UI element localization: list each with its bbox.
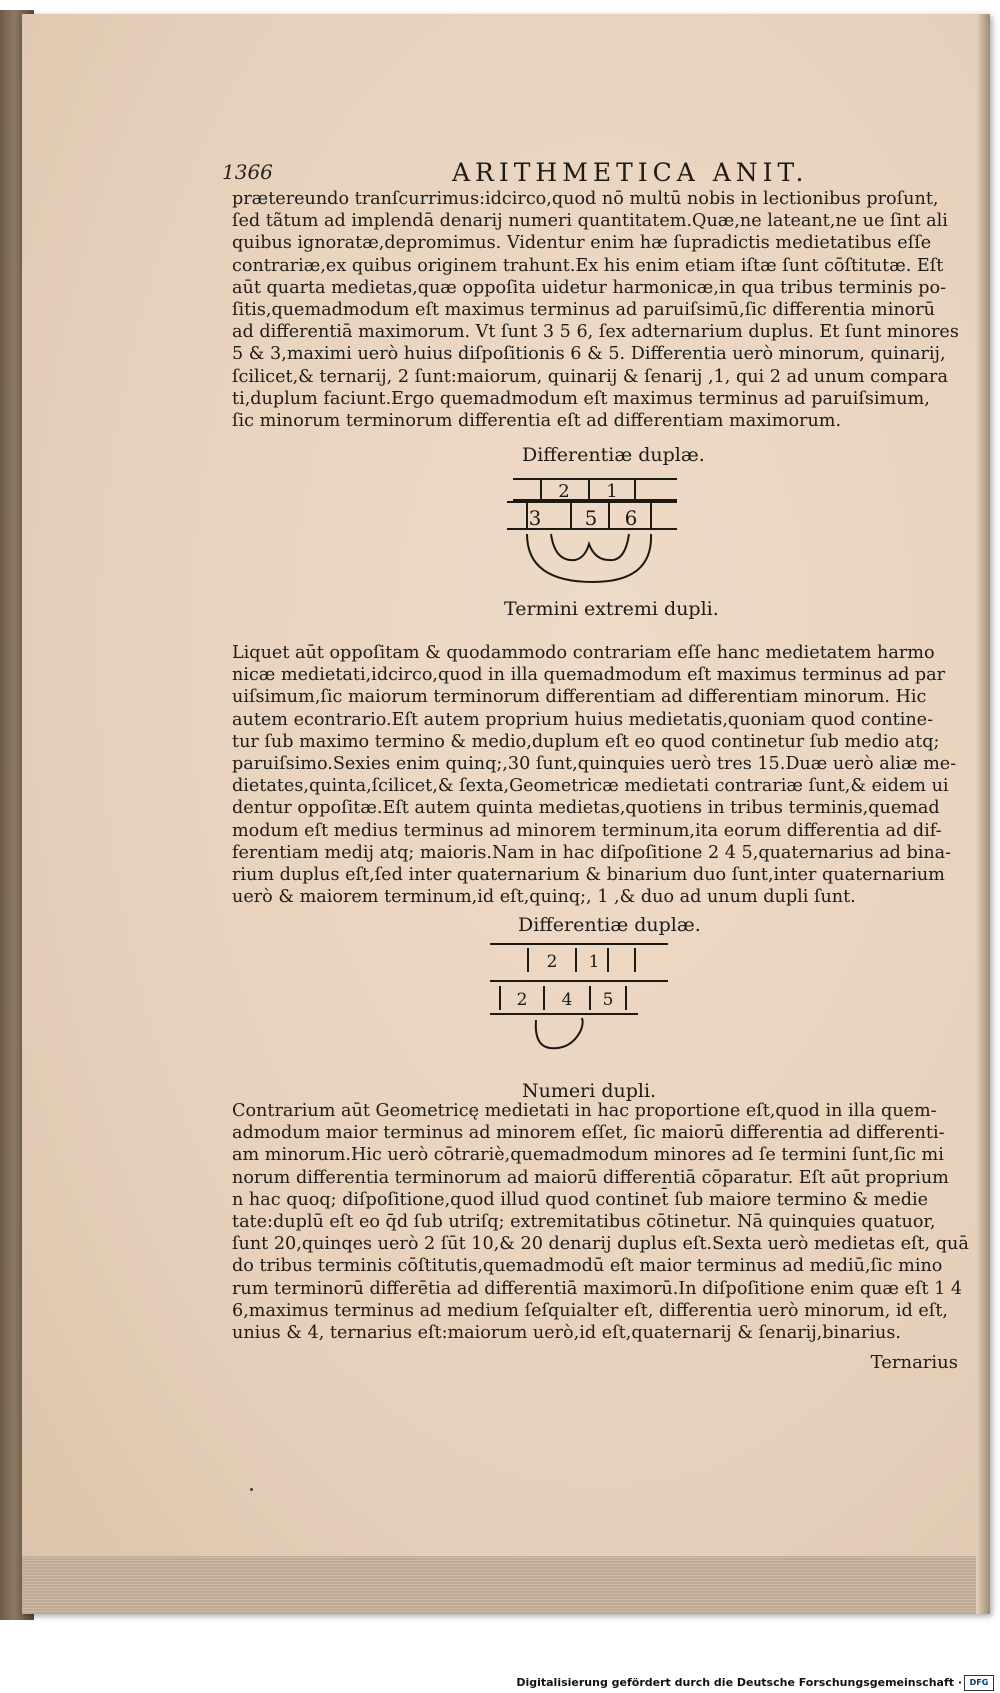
catchword: Ternarius bbox=[870, 1352, 958, 1373]
text-line: Contrarium aūt Geometricę medietati in hac proportione eſt,quod in illa quem- bbox=[232, 1101, 937, 1121]
figure1-caption-top: Differentiæ duplæ. bbox=[522, 444, 705, 466]
figure1-difference: 1 bbox=[606, 481, 618, 502]
figure1-difference: 2 bbox=[558, 481, 570, 502]
text-line: 5 & 3,maximi uerò huius diſpoſitionis 6 & 5. Differentia uerò minorum, quinarij, bbox=[232, 344, 946, 365]
figure2-term: 5 bbox=[602, 990, 614, 1010]
footer-credit: Digitalisierung gefördert durch die Deutsche Forschungsgemeinschaft · bbox=[516, 1676, 962, 1689]
running-head bbox=[222, 158, 962, 188]
text-line: paruiſsimo.Sexies enim quinq;,30 ſunt,quinquies uerò tres 15.Duæ uerò aliæ me- bbox=[232, 754, 957, 775]
text-line: nicæ medietati,idcirco,quod in illa quemadmodum eſt maximus terminus ad par bbox=[232, 665, 946, 686]
figure2-diagram bbox=[488, 938, 678, 1058]
text-line: am minorum.Hic uerò cōtrariè,quemadmodum minores ad ſe termini ſunt,ſic mi bbox=[232, 1145, 944, 1166]
text-line: ſic minorum terminorum differentia eſt ad differentiam maximorum. bbox=[232, 411, 842, 432]
text-line: dietates,quinta,ſcilicet,& ſexta,Geometricæ medietati contrariæ ſunt,& eidem ui bbox=[232, 776, 949, 797]
paragraph-1 bbox=[232, 188, 962, 432]
running-head-title: ARITHMETICA ANIT. bbox=[452, 158, 809, 187]
text-line: ſunt 20,quinqes uerò 2 ſūt 10,& 20 denarij duplus eſt.Sexta uerò medietas eſt, quā bbox=[232, 1234, 969, 1255]
text-line: contrariæ,ex quibus originem trahunt.Ex his enim etiam iſtæ ſunt cōſtitutæ. Eſt bbox=[232, 255, 944, 276]
text-line: prætereundo tranſcurrimus:idcirco,quod nō multū nobis in lectionibus proſunt, bbox=[232, 189, 939, 209]
ink-speck bbox=[250, 1488, 253, 1491]
text-line: n hac quoq; diſpoſitione,quod illud quod continet̄ ſub maiore termino & medie bbox=[232, 1189, 929, 1210]
paragraph-2 bbox=[232, 642, 962, 908]
figure2-caption-top: Differentiæ duplæ. bbox=[518, 914, 701, 936]
figure2-difference: 2 bbox=[546, 952, 558, 972]
text-line: uiſsimum,ſic maiorum terminorum differentiam ad differentiam minorum. Hic bbox=[232, 687, 927, 708]
figure1-diagram bbox=[505, 470, 690, 590]
text-line: ti,duplum faciunt.Ergo quemadmodum eſt maximus terminus ad paruiſsimum, bbox=[232, 388, 930, 409]
text-line: modum eſt medius terminus ad minorem terminum,ita eorum differentia ad dif- bbox=[232, 820, 942, 841]
text-line: rum terminorū differētia ad differentiā maximorū.In diſpoſitione enim quæ eſt 1 4 bbox=[232, 1278, 963, 1299]
paragraph-3 bbox=[232, 1100, 969, 1344]
figure2-difference: 1 bbox=[588, 952, 600, 972]
text-line: autem econtrario.Eſt autem proprium huius medietatis,quoniam quod contine- bbox=[232, 709, 934, 730]
page-right-edge bbox=[976, 14, 990, 1614]
text-line: ad differentiā maximorum. Vt ſunt 3 5 6, ſex adternarium duplus. Et ſunt minores bbox=[232, 322, 959, 343]
text-line: Liquet aūt oppoſitam & quodammodo contrariam eſſe hanc medietatem harmo bbox=[232, 643, 935, 663]
text-line: rium duplus eſt,ſed inter quaternarium & binarium duo ſunt,inter quaternarium bbox=[232, 865, 945, 886]
text-line: unius & 4, ternarius eſt:maiorum uerò,id eſt,quaternarij & ſenarij,binarius. bbox=[232, 1323, 901, 1344]
text-line: ſitis,quemadmodum eſt maximus terminus ad paruiſsimū,ſic differentia minorū bbox=[232, 300, 936, 321]
figure2-term: 2 bbox=[516, 990, 528, 1010]
figure1-term: 5 bbox=[584, 506, 598, 530]
text-line: quibus ignoratæ,depromimus. Videntur enim hæ ſupradictis medietatibus eſſe bbox=[232, 233, 932, 254]
text-line: ſcilicet,& ternarij, 2 ſunt:maiorum, quinarij & ſenarij ,1, qui 2 ad unum compara bbox=[232, 366, 948, 387]
figure1-term: 6 bbox=[624, 506, 638, 530]
page-block-edge bbox=[22, 1556, 990, 1614]
text-line: ferentiam medij atq; maioris.Nam in hac diſpoſitione 2 4 5,quaternarius ad bina- bbox=[232, 842, 952, 863]
text-line: tate:duplū eſt eo q̄d ſub utriſq; extremitatibus cōtinetur. Nā quinquies quatuor, bbox=[232, 1212, 936, 1233]
text-line: tur ſub maximo termino & medio,duplum eſt eo quod continetur ſub medio atq; bbox=[232, 731, 940, 752]
text-line: do tribus terminis cōſtitutis,quemadmodū eſt maior terminus ad mediū,ſic mino bbox=[232, 1256, 943, 1277]
text-line: dentur oppoſitæ.Eſt autem quinta medietas,quotiens in tribus terminis,quemad bbox=[232, 798, 940, 819]
figure1-caption-bottom: Termini extremi dupli. bbox=[504, 598, 719, 620]
text-line: ſed tãtum ad implendā denarij numeri quantitatem.Quæ,ne lateant,ne ue ſint ali bbox=[232, 211, 948, 232]
dfg-logo-icon: DFG bbox=[964, 1675, 994, 1691]
text-line: norum differentia terminorum ad maiorū differentiā cōparatur. Eſt aūt proprium bbox=[232, 1167, 949, 1188]
text-line: aūt quarta medietas,quæ oppoſita uidetur harmonicæ,in qua tribus terminis po- bbox=[232, 277, 947, 298]
figure2-term: 4 bbox=[561, 990, 573, 1010]
text-line: 6,maximus terminus ad medium ſeſquialter eſt, differentia uerò minorum, id eſt, bbox=[232, 1300, 948, 1321]
figure1-term: 3 bbox=[528, 506, 542, 530]
page-number: 1366 bbox=[222, 160, 273, 184]
figure2-caption-bottom: Numeri dupli. bbox=[522, 1080, 657, 1102]
text-line: admodum maior terminus ad minorem eſſet, ſic maiorū differentia ad differenti- bbox=[232, 1123, 945, 1144]
digitization-footer bbox=[0, 1674, 1000, 1693]
text-line: uerò & maiorem terminum,id eſt,quinq;, 1 ,& duo ad unum dupli ſunt. bbox=[232, 887, 856, 908]
